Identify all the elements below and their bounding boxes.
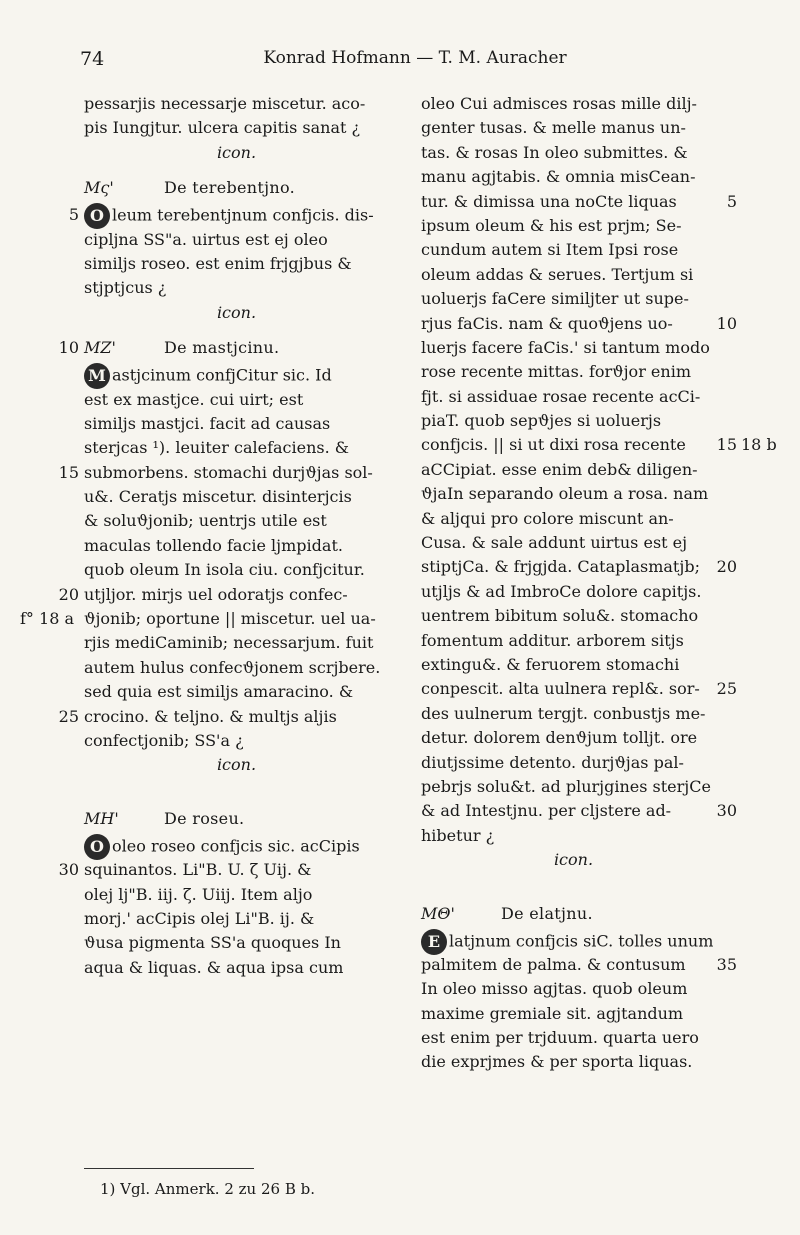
text-line: ϑjaIn separando oleum a rosa. nam [421,484,709,504]
section-title: De terebentjno. [164,178,296,198]
text-line: In oleo misso agjtas. quob oleum [421,979,688,999]
section-heading-elatino [421,899,726,929]
section-title: De mastjcinu. [164,338,280,358]
text-line: oleum addas & serues. Tertjum si [421,264,694,284]
text-line: stiptjCa. & frjgjda. Cataplasmatjb; 20 [421,555,726,579]
text-line: rjus faCis. nam & quoϑjens uo- 10 [421,312,726,336]
decorated-initial: M [84,363,110,389]
text-line: hibetur ¿ [421,825,495,845]
text-line: sed quia est similjs amaracino. & [84,682,354,702]
text-line: cundum autem si Item Ipsi rose [421,240,679,260]
text-line: aCCipiat. esse enim deb& diligen- [421,459,698,479]
text-line: diutjssime detento. durjϑjas pal- [421,752,684,772]
text-line: & ad Intestjnu. per cljstere ad- 30 [421,799,726,823]
line-number: 10 [58,338,79,358]
section-siglum: MZ' [84,338,116,358]
text-line: uentrem bibitum solu&. stomacho [421,606,699,626]
text-line: conpescit. alta uulnera repl&. sor- 25 [421,677,726,701]
section-heading-terebentino [84,173,389,203]
footnote-divider [84,1168,254,1169]
line-number: 5 [726,191,737,211]
text-line: pessarjis necessarje miscetur. aco- [84,94,366,113]
section-heading-roseo [84,804,389,834]
folio-marker: f° 18 a [20,609,74,629]
text-line: 30 squinantos. Li"B. U. ζ Uij. & [84,858,389,882]
text-line: palmitem de palma. & contusum 35 [421,953,726,977]
text-line: maxime gremiale sit. agjtandum [421,1003,684,1023]
section-siglum: MH' [84,808,119,828]
text-line: rjis mediCaminib; necessarjum. fuit [84,633,374,653]
line-number: 30 [716,801,737,821]
text-line: olej lj"B. iij. ζ. Uiij. Item aljo [84,884,313,904]
text-line: O oleo roseo confjcis sic. acCipis [84,834,389,858]
right-column [421,92,777,1075]
text-line: uoluerjs faCere similjter ut supe- [421,289,689,309]
decorated-initial: O [84,834,110,860]
text-line: des uulnerum tergjt. conbustjs me- [421,703,706,723]
text-line: autem hulus confecϑjonem scrjbere. [84,657,381,677]
section-heading-mastjcino [58,333,389,363]
line-number: 15 [716,435,737,455]
text-line: similjs mastjci. facit ad causas [84,413,331,433]
left-column [20,92,389,980]
text-line: sterjcas ¹). leuiter calefaciens. & [84,438,350,458]
page-header [80,48,750,76]
text-line: tur. & dimissa una noCte liquas 5 [421,190,726,214]
text-line: aqua & liquas. & aqua ipsa cum [84,957,344,977]
text-line: extingu&. & feruorem stomachi [421,654,680,674]
text-line: maculas tollendo facie ljmpidat. [84,535,343,555]
text-line: confectjonib; SS'a ¿ [84,730,244,750]
text-line: u&. Ceratjs miscetur. disinterjcis [84,487,352,507]
text-line: similjs roseo. est enim frjgjbus & [84,253,352,273]
text-line: est ex mastjce. cui uirt; est [84,389,304,409]
decorated-initial: E [421,929,447,955]
text-line: Cusa. & sale addunt uirtus est ej [421,533,688,553]
text-line: pis Iungjtur. ulcera capitis sanat ¿ [84,118,361,138]
decorated-initial: O [84,203,110,229]
text-line: & aljqui pro colore miscunt an- [421,508,674,528]
line-number: 35 [716,954,737,974]
text-line: die exprjmes & per sporta liquas. [421,1052,693,1072]
icon-marker: icon. [553,850,594,870]
text-line: genter tusas. & melle manus un- [421,118,686,138]
icon-marker: icon. [216,302,257,322]
line-number: 25 [716,679,737,699]
footnote: 1) Vgl. Anmerk. 2 zu 26 B b. [100,1180,315,1198]
text-line: 5 O leum terebentjnum confjcis. dis- [84,203,389,227]
section-siglum: Mς' [84,178,114,198]
section-title: De roseu. [164,808,245,828]
text-line: E latjnum confjcis siC. tolles unum [421,929,726,953]
text-line: & soluϑjonib; uentrjs utile est [84,511,327,531]
line-number: 10 [716,313,737,333]
line-number: 20 [58,584,79,604]
line-number: 5 [68,205,79,225]
text-line: M astjcinum confjCitur sic. Id [84,363,389,387]
text-line: oleo Cui admisces rosas mille dilj- [421,94,697,113]
text-line: rose recente mittas. forϑjor enim [421,362,691,382]
text-line: 15 submorbens. stomachi durjϑjas sol- [84,461,389,485]
text-line: fomentum additur. arborem sitjs [421,630,684,650]
text-line: ipsum oleum & his est prjm; Se- [421,215,682,235]
text-line: detur. dolorem denϑjum tolljt. ore [421,728,698,748]
text-line: piaT. quob sepϑjes si uoluerjs [421,411,662,431]
text-line: fjt. si assiduae rosae recente acCi- [421,386,701,406]
section-siglum: MΘ' [421,903,455,923]
running-title: Konrad Hofmann — T. M. Auracher [263,48,567,68]
page-number: 74 [80,48,105,70]
text-line: utjljs & ad ImbroCe dolore capitjs. [421,581,702,601]
text-line: est enim per trjduum. quarta uero [421,1028,699,1048]
text-line: f° 18 a ϑjonib; oportune || miscetur. uel ua- [84,607,389,631]
text-line: morj.' acCipis olej Li"B. ij. & [84,908,315,928]
text-line: luerjs facere faCis.' si tantum modo [421,337,710,357]
section-title: De elatjnu. [501,903,593,923]
line-number: 30 [58,860,79,880]
text-line: confjcis. || si ut dixi rosa recente 15 18 b [421,433,726,457]
text-line: cipljna SS"a. uirtus est ej oleo [84,229,328,249]
text-line: tas. & rosas In oleo submittes. & [421,142,688,162]
text-line: stjptjcus ¿ [84,278,167,298]
text-line: quob oleum In isola ciu. confjcitur. [84,560,365,580]
text-line: manu agjtabis. & omnia misCean- [421,167,696,187]
text-line: pebrjs solu&t. ad plurjgines sterjCe [421,776,711,796]
icon-marker: icon. [216,142,257,162]
icon-marker: icon. [216,755,257,775]
folio-marker: 18 b [741,435,777,455]
text-line: 20 utjljor. mirjs uel odoratjs confec- [84,583,389,607]
line-number: 25 [58,706,79,726]
line-number: 20 [716,557,737,577]
text-line: 25 crocino. & teljno. & multjs aljis [84,705,389,729]
line-number: 15 [58,462,79,482]
text-line: ϑusa pigmenta SS'a quoques In [84,933,341,953]
